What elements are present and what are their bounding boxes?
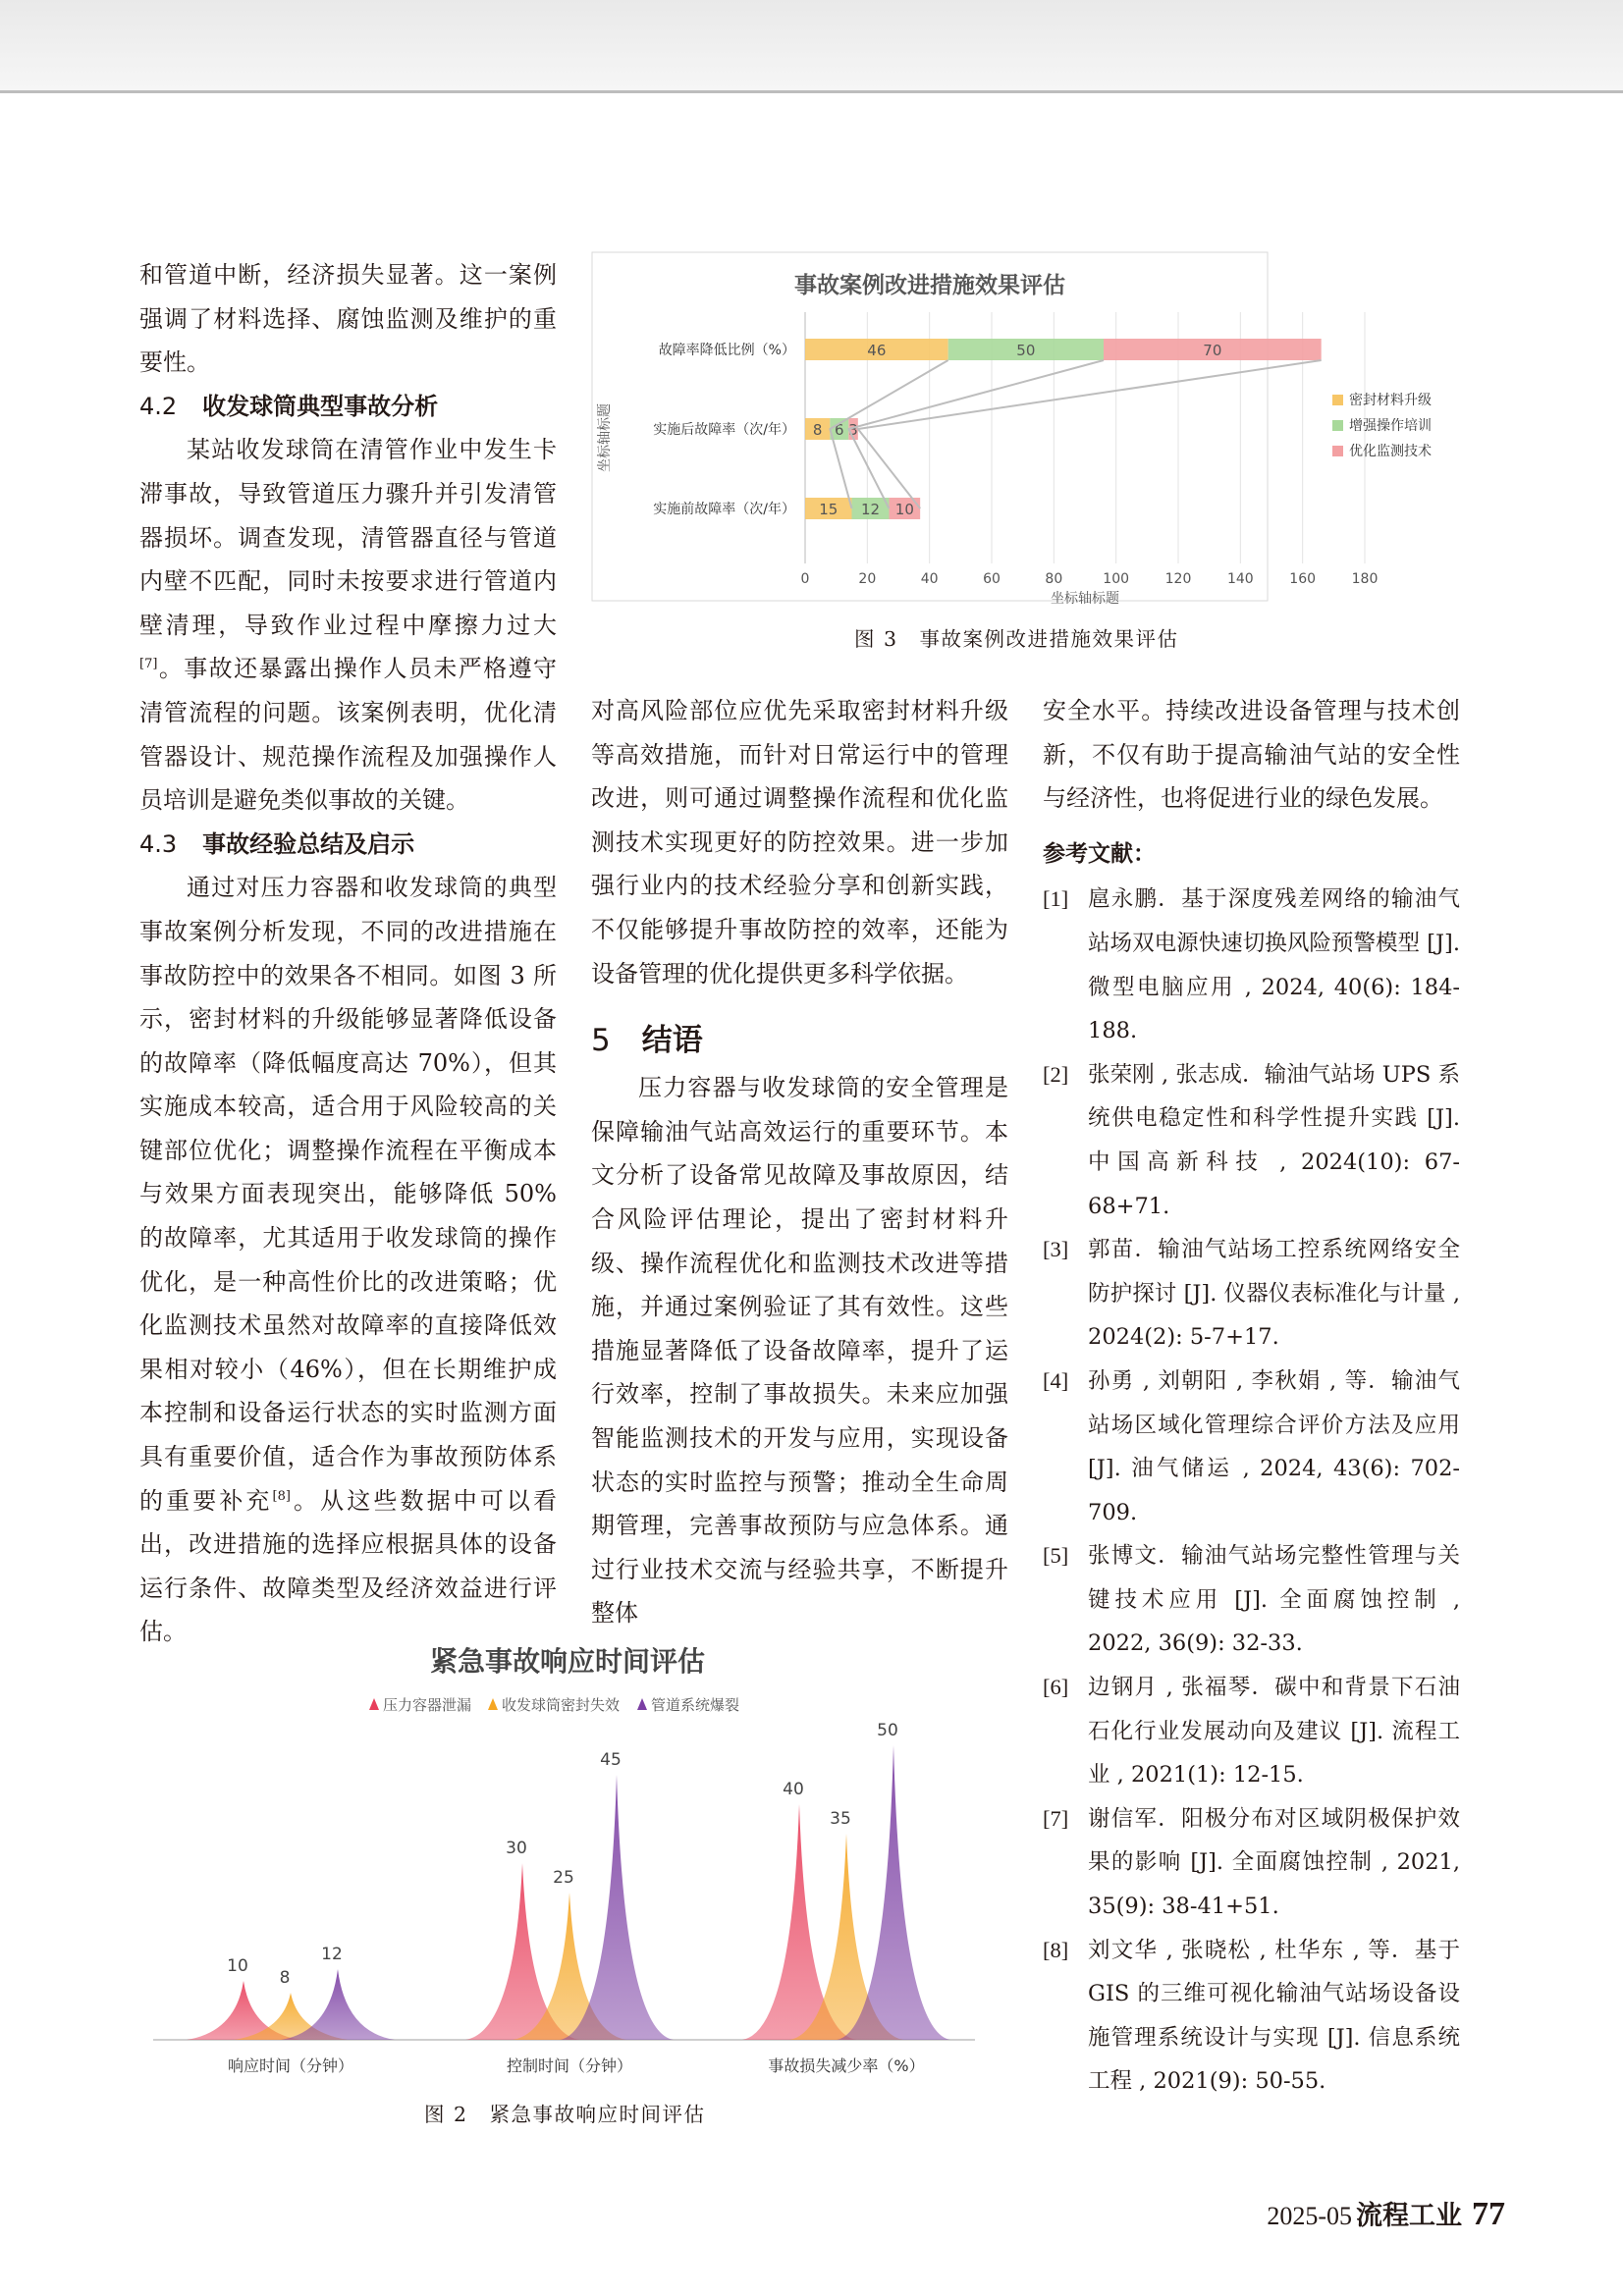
paragraph [139,428,557,822]
section-number: 5 [591,1023,611,1059]
text-column-1 [139,253,557,1654]
section-number: 4.3 [139,829,178,858]
category-label: 响应时间（分钟） [227,2056,354,2075]
peak-data-label: 10 [227,1956,248,1976]
category-label: 故障率降低比例（%） [658,343,795,358]
peak-data-label: 30 [506,1839,527,1858]
reference-item [1043,1360,1460,1534]
section-title: 收发球筒典型事故分析 [202,392,439,420]
bar-data-label: 8 [812,421,823,439]
bar-data-label: 12 [860,501,881,518]
legend-label: 管道系统爆裂 [651,1696,740,1714]
paragraph [139,866,557,1654]
peak-data-label: 12 [321,1945,343,1964]
section-title: 结语 [641,1023,703,1059]
chart-title: 事故案例改进措施效果评估 [794,273,1065,298]
reference-item [1043,1053,1460,1228]
reference-item [1043,1228,1460,1360]
text-column-2 [591,689,1008,1635]
x-tick-label: 160 [1289,571,1317,587]
x-tick-label: 40 [920,571,939,587]
section-number: 4.2 [139,392,178,420]
paragraph-text: 某站收发球筒在清管作业中发生卡滞事故，导致管道压力骤升并引发清管器损坏。调查发现，清管器直径与管道内壁不匹配，同时未按要求进行管道内壁清理，导致作业过程中摩擦力过大 [139,436,557,639]
reference-number: [8] [1043,1937,1069,1962]
reference-item [1043,1534,1460,1666]
figure-3-chart [591,251,1465,614]
figure-2-caption: 图 2 紧急事故响应时间评估 [424,2103,706,2126]
reference-number: [1] [1043,886,1069,912]
peak-data-label: 40 [783,1780,804,1799]
x-axis-title: 坐标轴标题 [1051,591,1119,607]
section-heading-5 [591,1017,1008,1064]
category-label: 实施前故障率（次/年） [653,502,795,517]
reference-text: 扈永鹏．基于深度残差网络的输油气站场双电源快速切换风险预警模型 [J]. 微型电脑应用 , 2024, 40(6): 184-188. [1088,886,1460,1044]
references-heading: 参考文献： [1043,840,1156,867]
citation: [7] [139,657,158,672]
reference-item [1043,1666,1460,1797]
text-column-3 [1043,689,1460,2104]
page-footer [1267,2194,1505,2233]
legend-swatch [488,1698,498,1710]
bar-data-label: 50 [1016,342,1036,359]
category-label: 控制时间（分钟） [506,2056,633,2075]
paragraph: 和管道中断，经济损失显著。这一案例强调了材料选择、腐蚀监测及维护的重要性。 [139,261,557,377]
x-tick-label: 60 [983,571,1001,587]
bar-data-label: 3 [848,421,858,439]
x-tick-label: 120 [1164,571,1192,587]
chart-title: 紧急事故响应时间评估 [429,1645,706,1678]
bar-data-label: 15 [819,501,839,518]
bar-data-label: 6 [835,421,844,439]
paragraph-text: 。事故还暴露出操作人员未严格遵守清管流程的问题。该案例表明，优化清管器设计、规范操作流程及加强操作人员培训是避免类似事故的关键。 [139,655,557,815]
legend-swatch [369,1698,379,1710]
reference-text: 边钢月 , 张福琴．碳中和背景下石油石化行业发展动向及建议 [J]. 流程工业 , 2021(1): 12-15. [1088,1675,1460,1789]
reference-number: [3] [1043,1237,1069,1262]
legend-label: 优化监测技术 [1349,444,1432,459]
x-tick-label: 140 [1226,571,1254,587]
references-list [1043,878,1460,2104]
reference-item [1043,1797,1460,1929]
x-tick-label: 80 [1045,571,1063,587]
reference-number: [6] [1043,1675,1069,1700]
reference-number: [2] [1043,1061,1069,1087]
reference-number: [7] [1043,1805,1069,1831]
reference-text: 郭苗．输油气站场工控系统网络安全防护探讨 [J]. 仪器仪表标准化与计量 , 2024(2): 5-7+17. [1088,1237,1460,1351]
x-tick-label: 100 [1103,571,1130,587]
legend-label: 收发球筒密封失效 [502,1696,621,1714]
reference-text: 刘文华 , 张晓松 , 杜华东 , 等．基于 GIS 的三维可视化输油气站场设备设施管理系统设计与实现 [J]. 信息系统工程 , 2021(9): 50-55. [1088,1937,1460,2095]
section-heading-4-2 [139,385,557,429]
issue-date: 2025-05 [1267,2202,1352,2230]
peak-data-label: 50 [877,1721,898,1740]
citation: [8] [272,1488,291,1504]
section-heading-4-3 [139,823,557,867]
reference-text: 张博文．输油气站场完整性管理与关键技术应用 [J]. 全面腐蚀控制 , 2022, 36(9): 32-33. [1088,1543,1460,1657]
category-label: 实施后故障率（次/年） [653,422,795,438]
page-number: 77 [1472,2196,1505,2232]
peak-data-label: 25 [553,1868,574,1888]
reference-number: [5] [1043,1543,1069,1569]
reference-text: 孙勇 , 刘朝阳 , 李秋娟 , 等．输油气站场区域化管理综合评价方法及应用 [J]. 油气储运 , 2024, 43(6): 702-709. [1088,1367,1460,1525]
paragraph: 安全水平。持续改进设备管理与技术创新，不仅有助于提高输油气站的安全性与经济性，也将促进行业的绿色发展。 [1043,697,1460,813]
x-tick-label: 180 [1351,571,1379,587]
legend-label: 压力容器泄漏 [383,1696,472,1714]
paragraph: 压力容器与收发球筒的安全管理是保障输油气站高效运行的重要环节。本文分析了设备常见故障及事故原因，结合风险评估理论，提出了密封材料升级、操作流程优化和监测技术改进等措施，并通过案例验证了其有效性。这些措施显著降低了设备故障率，提升了运行效率，控制了事故损失。未来应加强智能监测技术的开发与应用，实现设备状态的实时监控与预警；推动全生命周期管理，完善事故预防与应急体系。通过行业技术交流与经验共享，不断提升整体 [591,1074,1008,1628]
y-axis-title: 坐标轴标题 [597,403,613,472]
figure-2-chart [145,1629,990,2091]
reference-number: [4] [1043,1367,1069,1393]
bar-data-label: 46 [867,342,887,359]
figure-3-caption: 图 3 事故案例改进措施效果评估 [854,627,1179,651]
x-tick-label: 0 [800,571,810,587]
paragraph-text: 。从这些数据中可以看出，改进措施的选择应根据具体的设备运行条件、故障类型及经济效益进行评估。 [139,1486,558,1646]
reference-text: 张荣刚 , 张志成．输油气站场 UPS 系统供电稳定性和科学性提升实践 [J]. 中国高新科技 , 2024(10): 67-68+71. [1088,1061,1460,1219]
x-tick-label: 20 [858,571,877,587]
reference-item [1043,878,1460,1052]
peak-data-label: 35 [830,1809,851,1829]
paragraph: 对高风险部位应优先采取密封材料升级等高效措施，而针对日常运行中的管理改进，则可通过调整操作流程和优化监测技术实现更好的防控效果。进一步加强行业内的技术经验分享和创新实践，不仅能够提升事故防控的效率，还能为设备管理的优化提供更多科学依据。 [591,697,1008,988]
reference-text: 谢信军．阳极分布对区域阴极保护效果的影响 [J]. 全面腐蚀控制 , 2021, 35(9): 38-41+51. [1088,1805,1460,1920]
magazine-name: 流程工业 [1356,2201,1462,2231]
bar-data-label: 70 [1203,342,1222,359]
paragraph-text: 通过对压力容器和收发球筒的典型事故案例分析发现，不同的改进措施在事故防控中的效果各不相同。如图 3 所示，密封材料的升级能够显著降低设备的故障率（降低幅度高达 70%），但其实施成本较高，适合用于风险较高的关键部位优化；调整操作流程在平衡成本与效果方面表现突出，能够降低 50% 的故障率，尤其适用于收发球筒的操作优化，是一种高性价比的改进策略；优化监测技术虽然对故障率的直接降低效果相对较小（46%），但在长期维护成本控制和设备运行状态的实时监测方面具有重要价值，适合作为事故预防体系的重要补充 [139,874,557,1515]
legend-label: 密封材料升级 [1349,393,1432,408]
legend-swatch [1332,395,1343,405]
legend-swatch [637,1698,647,1710]
peak-data-label: 45 [600,1750,622,1770]
legend-label: 增强操作培训 [1349,418,1432,434]
legend-swatch [1332,446,1343,456]
reference-item [1043,1929,1460,2104]
top-band [0,0,1623,93]
peak-data-label: 8 [279,1968,291,1988]
legend-swatch [1332,420,1343,431]
bar-data-label: 10 [894,501,914,518]
section-title: 事故经验总结及启示 [202,829,415,858]
category-label: 事故损失减少率（%） [768,2056,925,2075]
